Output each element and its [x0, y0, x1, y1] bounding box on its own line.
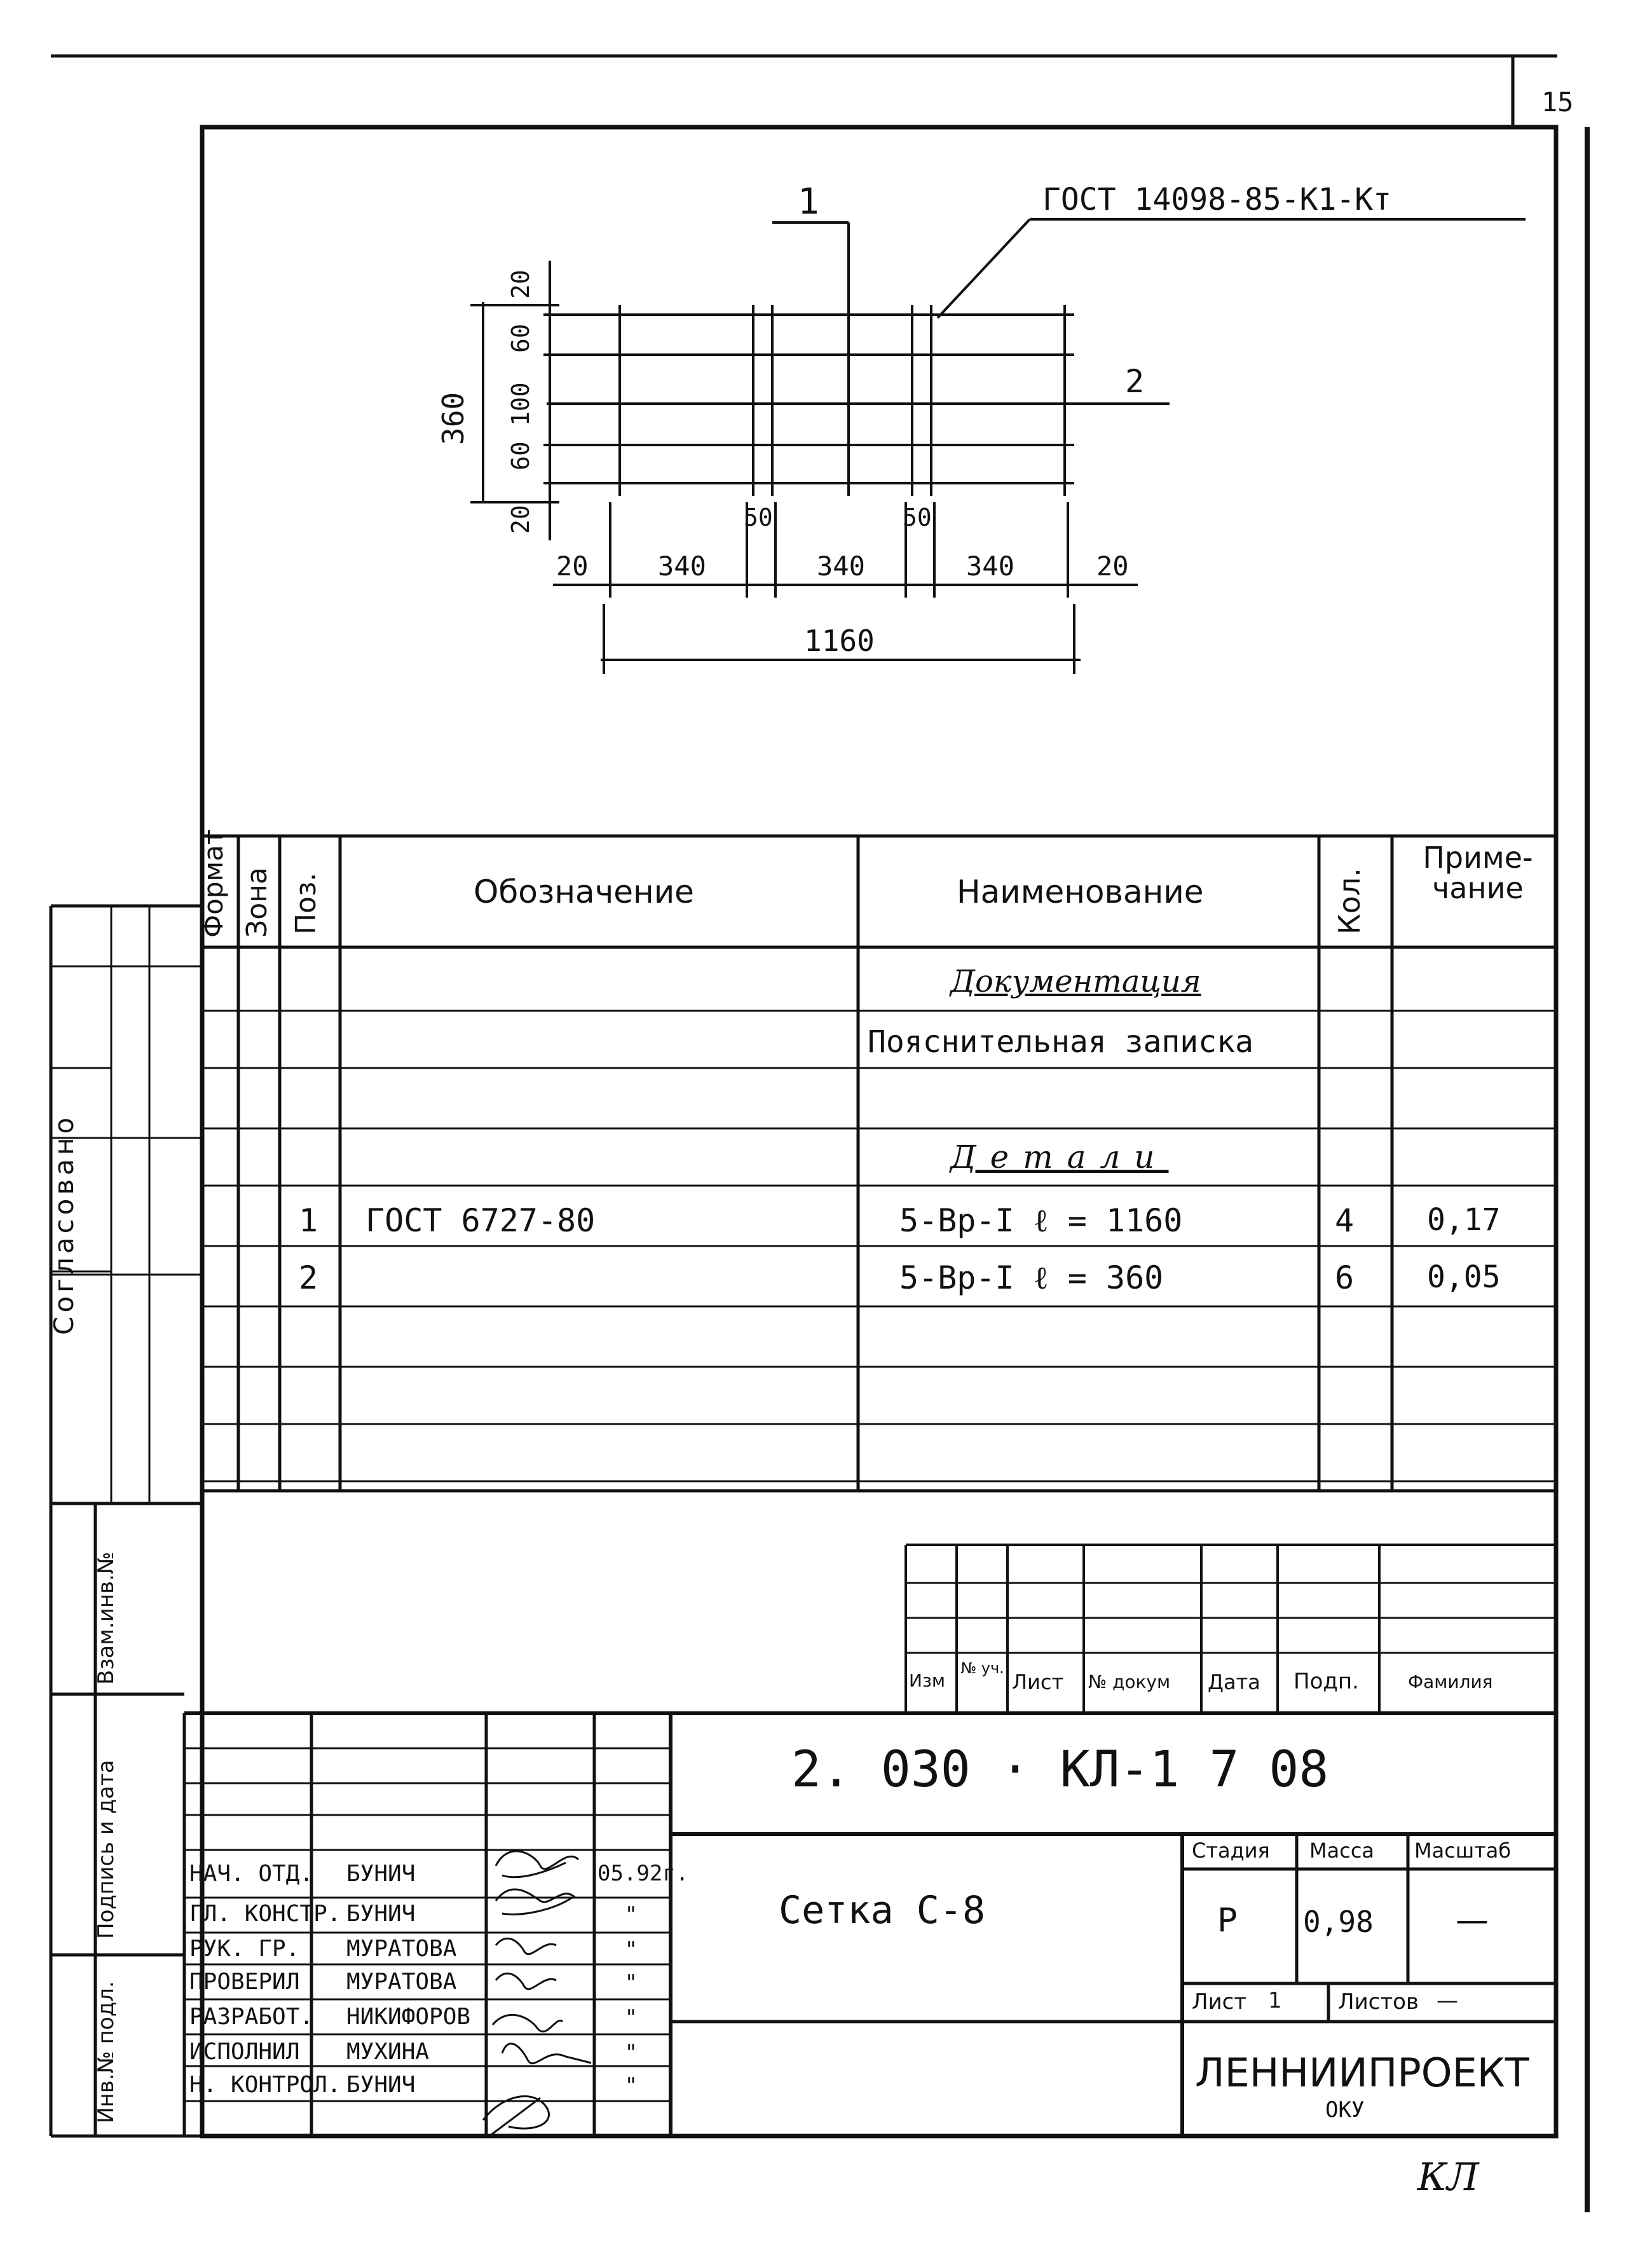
name-4: МУРАТОВА: [346, 1969, 457, 1995]
mass-label: Масса: [1309, 1839, 1375, 1863]
dim-gap-2: 50: [903, 503, 932, 531]
side-vzam-inv: Взам.инв.№: [93, 1551, 119, 1685]
row2-note: 0,05: [1427, 1259, 1501, 1295]
role-7: Н. КОНТРОЛ.: [189, 2072, 341, 2098]
scale-label: Масштаб: [1414, 1839, 1512, 1863]
sheets-label: Листов: [1338, 1989, 1419, 2015]
org-name: ЛЕННИИПРОЕКТ: [1195, 2050, 1529, 2096]
header-designation: Обозначение: [474, 873, 694, 910]
row1-qty: 4: [1335, 1202, 1355, 1239]
sheet-value: 1: [1268, 1988, 1282, 2013]
rev-sign: Подп.: [1294, 1669, 1359, 1694]
rev-izm: Изм: [909, 1670, 945, 1691]
name-6: МУХИНА: [346, 2039, 430, 2065]
dim-h-5: 20: [1096, 551, 1129, 582]
side-sign-date: Подпись и дата: [93, 1760, 119, 1939]
role-6: ИСПОЛНИЛ: [189, 2039, 300, 2065]
dim-gap-1: 50: [744, 503, 773, 531]
header-qty: Кол.: [1332, 868, 1367, 935]
stage-value: Р: [1217, 1901, 1238, 1940]
dim-h-4: 340: [966, 551, 1014, 582]
signatures: [483, 1851, 591, 2136]
date-1: 05.92г.: [597, 1861, 689, 1886]
stage-label: Стадия: [1192, 1839, 1270, 1863]
ditto-2: ": [626, 1902, 636, 1928]
role-5: РАЗРАБОТ.: [189, 2004, 314, 2030]
dim-h-2: 340: [658, 551, 706, 582]
dim-v-3: 100: [507, 382, 535, 426]
ditto-3: ": [626, 1937, 636, 1962]
rev-list: Лист: [1012, 1670, 1064, 1694]
role-2: ГЛ. КОНСТР.: [189, 1901, 341, 1927]
row1-note: 0,17: [1427, 1202, 1501, 1238]
dim-h-1: 20: [556, 551, 589, 582]
callout-1: 1: [798, 181, 819, 223]
dim-total-height: 360: [436, 392, 470, 445]
dim-total-width: 1160: [804, 624, 875, 658]
mass-value: 0,98: [1303, 1905, 1374, 1939]
role-3: РУК. ГР.: [189, 1936, 300, 1962]
header-zone: Зона: [241, 867, 273, 938]
ditto-4: ": [626, 1970, 636, 1996]
doc-explanatory-note: Пояснительная записка: [868, 1024, 1253, 1060]
sheet-number: 15: [1541, 86, 1574, 118]
row2-name: 5-Вр-I ℓ = 360: [899, 1259, 1164, 1296]
section-documentation: Документация: [950, 964, 1201, 999]
name-1: БУНИЧ: [346, 1861, 416, 1887]
row1-pos: 1: [299, 1202, 318, 1239]
side-agreed: Согласовано: [48, 1113, 79, 1335]
header-pos: Поз.: [290, 872, 322, 935]
ditto-5: ": [626, 2005, 636, 2030]
drawing-title: Сетка С-8: [779, 1888, 986, 1933]
row2-qty: 6: [1335, 1259, 1355, 1296]
weld-note: ГОСТ 14098-85-К1-Кт: [1042, 182, 1392, 217]
dim-v-2: 60: [507, 324, 535, 353]
rev-nuch: № уч.: [960, 1659, 1004, 1677]
row1-designation: ГОСТ 6727-80: [365, 1202, 596, 1239]
sheets-value: —: [1437, 1988, 1458, 2013]
sheet-label: Лист: [1192, 1989, 1247, 2015]
side-inv-orig: Инв.№ подл.: [93, 1981, 119, 2123]
mesh-drawing: [470, 219, 1526, 674]
role-1: НАЧ. ОТД.: [189, 1861, 314, 1887]
rev-surname: Фамилия: [1408, 1671, 1493, 1692]
role-4: ПРОВЕРИЛ: [189, 1969, 300, 1995]
ditto-6: ": [626, 2040, 636, 2065]
ditto-7: ": [626, 2073, 636, 2099]
header-name: Наименование: [957, 873, 1204, 910]
row2-pos: 2: [299, 1259, 318, 1296]
row1-name: 5-Вр-I ℓ = 1160: [899, 1202, 1183, 1239]
name-2: БУНИЧ: [346, 1901, 416, 1927]
side-stamp-lines: [48, 906, 202, 2136]
name-3: МУРАТОВА: [346, 1936, 457, 1962]
rev-ndoc: № докум: [1088, 1671, 1171, 1692]
corner-mark: КЛ: [1417, 2155, 1479, 2200]
dim-v-1: 20: [507, 270, 535, 299]
doc-code: 2. 030 · КЛ-1 7 08: [791, 1741, 1329, 1798]
rev-date: Дата: [1208, 1670, 1260, 1694]
dim-v-5: 20: [507, 505, 535, 534]
name-5: НИКИФОРОВ: [346, 2004, 471, 2030]
dim-h-3: 340: [817, 551, 865, 582]
callout-2: 2: [1125, 363, 1145, 400]
org-sub: ОКУ: [1325, 2097, 1365, 2123]
dim-v-4: 60: [507, 441, 535, 470]
header-format: Формат: [198, 829, 229, 938]
name-7: БУНИЧ: [346, 2072, 416, 2098]
header-note: Приме-чание: [1423, 840, 1533, 906]
scale-value: —: [1456, 1901, 1489, 1940]
section-parts: Детали: [950, 1139, 1169, 1175]
